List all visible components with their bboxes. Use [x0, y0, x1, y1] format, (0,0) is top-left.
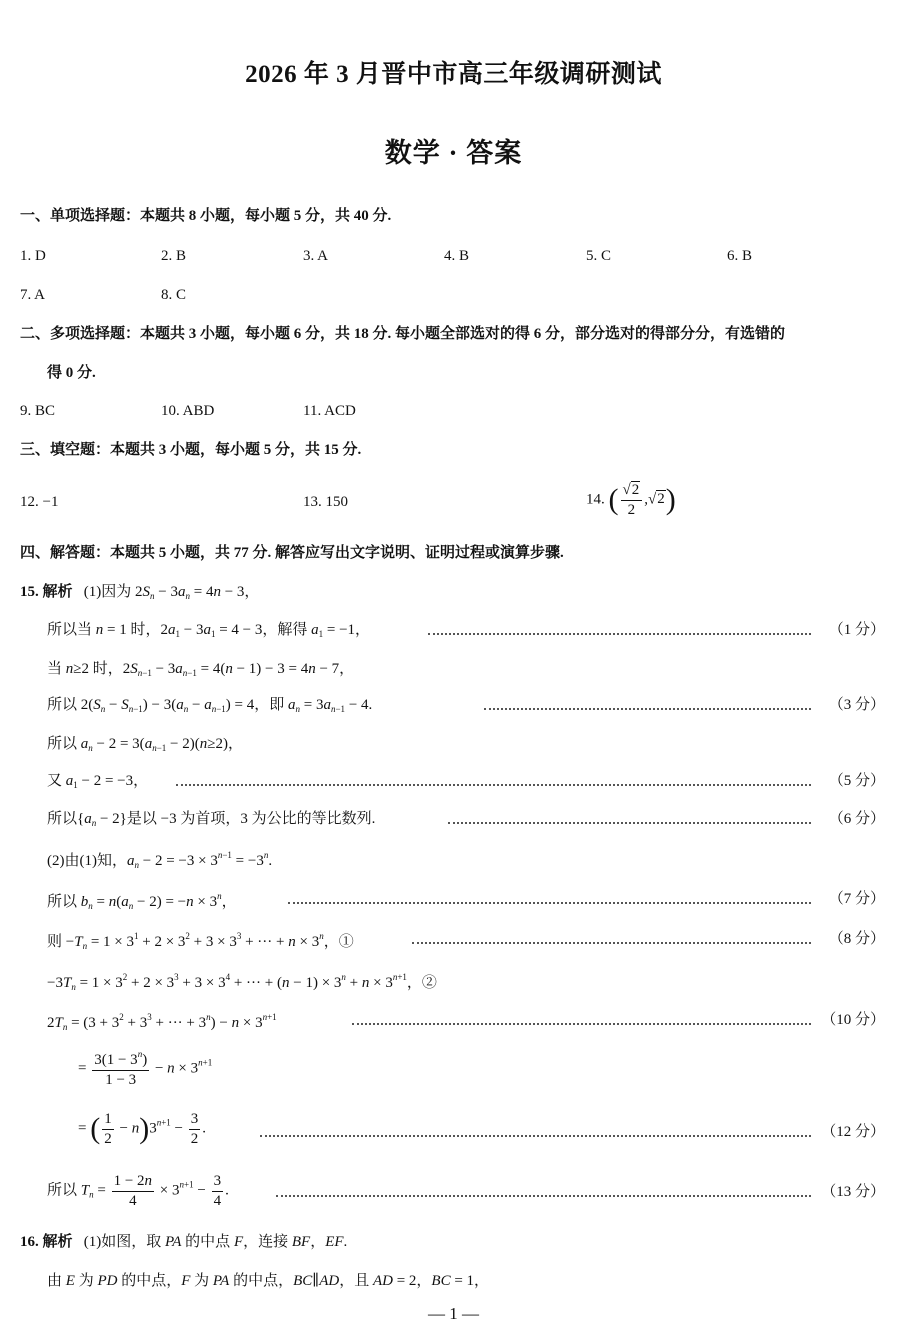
section3-heading: 三、填空题：本题共 3 小题，每小题 5 分，共 15 分. [20, 442, 362, 458]
score-2: （3 分） [828, 697, 885, 713]
section2-heading-cont: 得 0 分. [47, 365, 96, 381]
document-subtitle: 数学 · 答案 [384, 138, 523, 168]
q15-step-7: (2)由(1)知，$a_n - 2 = -3 \times 3^{n-1} = -3^n$. [47, 850, 273, 870]
score-9: （13 分） [821, 1184, 885, 1200]
q16-label: 16. 解析 [20, 1234, 73, 1250]
score-1: （1 分） [828, 622, 885, 638]
section1-heading: 一、单项选择题：本题共 8 小题，每小题 5 分，共 40 分. [20, 208, 392, 224]
answer-11: 11. ACD [303, 403, 356, 419]
q15-step-10: $-3T_n = 1 \times 3^2 + 2 \times 3^3 + 3 \times 3^4$ + ··· + $(n - 1) \times 3^n + n \times 3^{n+1}$，② [47, 972, 437, 992]
document-title: 2026 年 3 月晋中市高三年级调研测试 [245, 61, 662, 88]
answer-4: 4. B [444, 248, 470, 264]
q16-line-1: 由 E 为 PD 的中点，F 为 PA 的中点，BC∥AD，且 AD = 2，BC = 1， [47, 1273, 490, 1289]
score-5: （7 分） [828, 891, 885, 907]
q15-step-4: 所以 $a_n - 2 = 3(a_{n-1} - 2)(n\ge 2)$， [47, 736, 243, 753]
q15-step-8: 所以 $b_n = n(a_n - 2) = -n \times 3^n$， [47, 891, 237, 911]
q15-step-6: 所以$\{a_n - 2\}$是以 −3 为首项，3 为公比的等比数列. [47, 811, 376, 828]
answer-13: 13. 150 [303, 494, 348, 510]
page-number: — 1 — [428, 1304, 479, 1323]
q15-step-2: 当 n≥2 时，$2S_{n-1} - 3a_{n-1} = 4(n - 1) - 3 = 4n - 7$， [47, 661, 355, 678]
q15-step-1: 所以当 n = 1 时，$2a_1 - 3a_1 = 4 - 3$，解得 $a_1 = -1$， [47, 622, 371, 639]
answer-5: 5. C [586, 248, 612, 264]
answer-6: 6. B [727, 248, 753, 264]
score-3: （5 分） [828, 773, 885, 789]
answer-14-label: 14. [586, 491, 605, 508]
answer-10: 10. ABD [161, 403, 215, 419]
q15-step-13: = ( $\frac{1}{2}$ − $n)3^{n+1}$ − $\frac{3}{2}$ . [78, 1111, 206, 1147]
answer-2: 2. B [161, 248, 187, 264]
score-7: （10 分） [821, 1012, 885, 1028]
answer-14: 14. ( $\frac{√2}{2}$ ,√2) [586, 482, 676, 518]
answer-12: 12. −1 [20, 494, 59, 510]
q15-step-3: 所以 $2(S_n - S_{n-1}) - 3(a_n - a_{n-1}) = 4$，即 $a_n = 3a_{n-1} - 4$. [47, 697, 373, 714]
q15-step-11: $2T_n = (3 + 3^2 + 3^3$ + ··· + $3^n) - n \times 3^{n+1}$ [47, 1012, 277, 1032]
q15-step-12: = $\frac{3(1 - 3^n)}{1 - 3}$ − $n \times 3^{n+1}$ [78, 1049, 213, 1088]
q15-step-9: 则 $-T_n = 1 \times 3^1 + 2 \times 3^2 + 3 \times 3^3$ + ··· + $n \times 3^n$，① [47, 931, 354, 951]
q15-line-0: 15. 解析 (1)因为 $2S_n - 3a_n = 4n - 3$， [20, 584, 260, 601]
q15-step-5: 又 $a_1 - 2 = -3$， [47, 773, 149, 790]
q15-step-14: 所以 $T_n$ = $\frac{1 - 2n}{4}$ × $3^{n+1}$ − $\frac{3}{4}$ . [47, 1173, 229, 1209]
answer-1: 1. D [20, 248, 46, 264]
section4-heading: 四、解答题：本题共 5 小题，共 77 分. 解答应写出文字说明、证明过程或演算步骤. [20, 545, 564, 561]
score-6: （8 分） [828, 931, 885, 947]
answer-9: 9. BC [20, 403, 56, 419]
answer-8: 8. C [161, 287, 187, 303]
q15-label: 15. 解析 [20, 584, 73, 600]
section2-heading: 二、多项选择题：本题共 3 小题，每小题 6 分，共 18 分. 每小题全部选对的得 6 分，部分选对的得部分分，有选错的 [20, 326, 786, 342]
answer-3: 3. A [303, 248, 329, 264]
score-4: （6 分） [828, 811, 885, 827]
score-8: （12 分） [821, 1124, 885, 1140]
q16-line-0: 16. 解析 (1)如图，取 PA 的中点 F，连接 BF，EF. [20, 1234, 348, 1250]
answer-7: 7. A [20, 287, 46, 303]
